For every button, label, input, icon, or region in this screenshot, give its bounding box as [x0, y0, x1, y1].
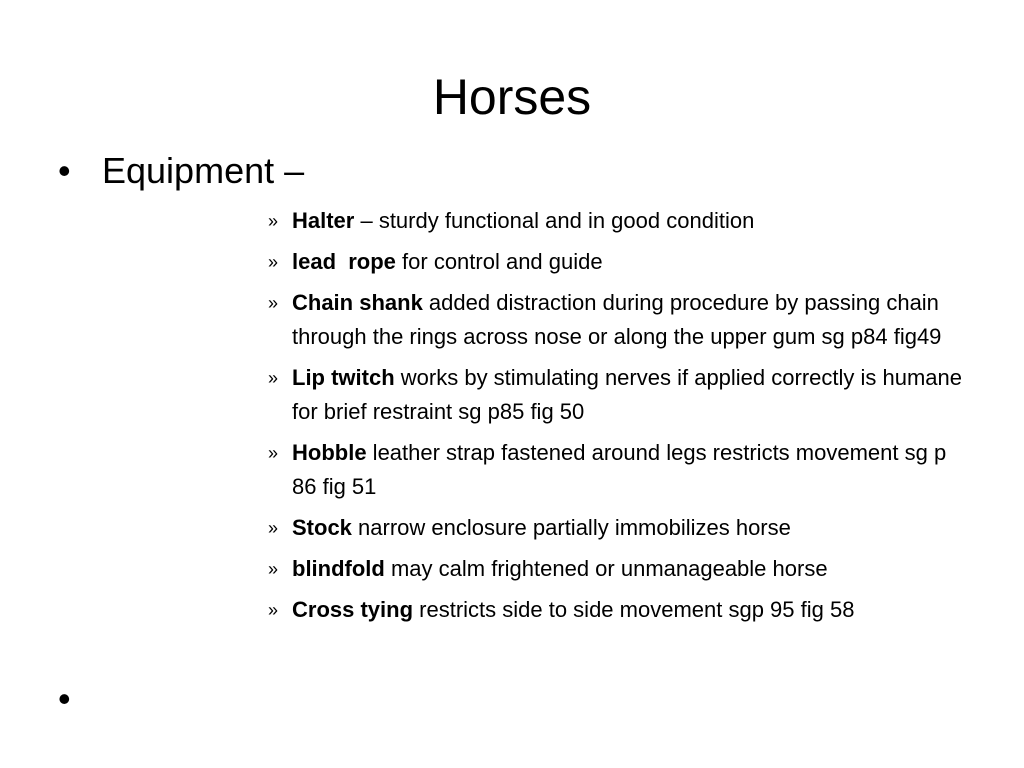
sub-bullet-marker: » [268, 600, 279, 620]
sub-bullet-marker: » [268, 368, 279, 388]
equipment-list [268, 204, 968, 634]
bullet-text: Equipment – [102, 150, 305, 191]
list-item [268, 436, 968, 504]
sub-bullet-marker: » [268, 293, 279, 313]
sub-bullet-marker: » [268, 252, 279, 272]
bullet-dot: • [58, 678, 71, 719]
item-term: Hobble [292, 440, 367, 465]
item-desc: restricts side to side movement sgp 95 fig 58 [413, 597, 855, 622]
item-desc: narrow enclosure partially immobilizes horse [351, 515, 791, 540]
item-desc: works by stimulating nerves if applied correctly is humane for brief restraint sg p85 fig 50 [292, 365, 963, 424]
item-term: Lip twitch [292, 365, 395, 390]
sub-bullet-marker: » [268, 211, 279, 231]
list-item [268, 204, 968, 238]
sub-bullet-marker: » [268, 559, 279, 579]
list-item [268, 286, 968, 354]
item-desc: leather strap fastened around legs restricts movement sg p 86 fig 51 [292, 440, 947, 499]
item-desc: may calm frightened or unmanageable horse [384, 556, 828, 581]
item-term: Halter [292, 208, 355, 233]
bullet-empty [58, 676, 71, 722]
item-desc: added distraction during procedure by passing chain through the rings across nose or along the upper gum sg p84 fig49 [292, 290, 942, 349]
sub-bullet-marker: » [268, 443, 279, 463]
slide-title: Horses [432, 69, 592, 125]
item-term: blindfold [292, 556, 385, 581]
list-item [268, 511, 968, 545]
item-term: Cross tying [292, 597, 414, 622]
bullet-equipment [58, 148, 304, 194]
list-item [268, 552, 968, 586]
item-term: Chain shank [292, 290, 423, 315]
item-term: Stock [292, 515, 352, 540]
item-term: lead rope [292, 249, 396, 274]
list-item [268, 245, 968, 279]
list-item [268, 361, 968, 429]
bullet-dot: • [58, 150, 71, 191]
sub-bullet-marker: » [268, 518, 279, 538]
list-item [268, 593, 968, 627]
item-desc: – sturdy functional and in good condition [354, 208, 755, 233]
item-desc: for control and guide [395, 249, 603, 274]
